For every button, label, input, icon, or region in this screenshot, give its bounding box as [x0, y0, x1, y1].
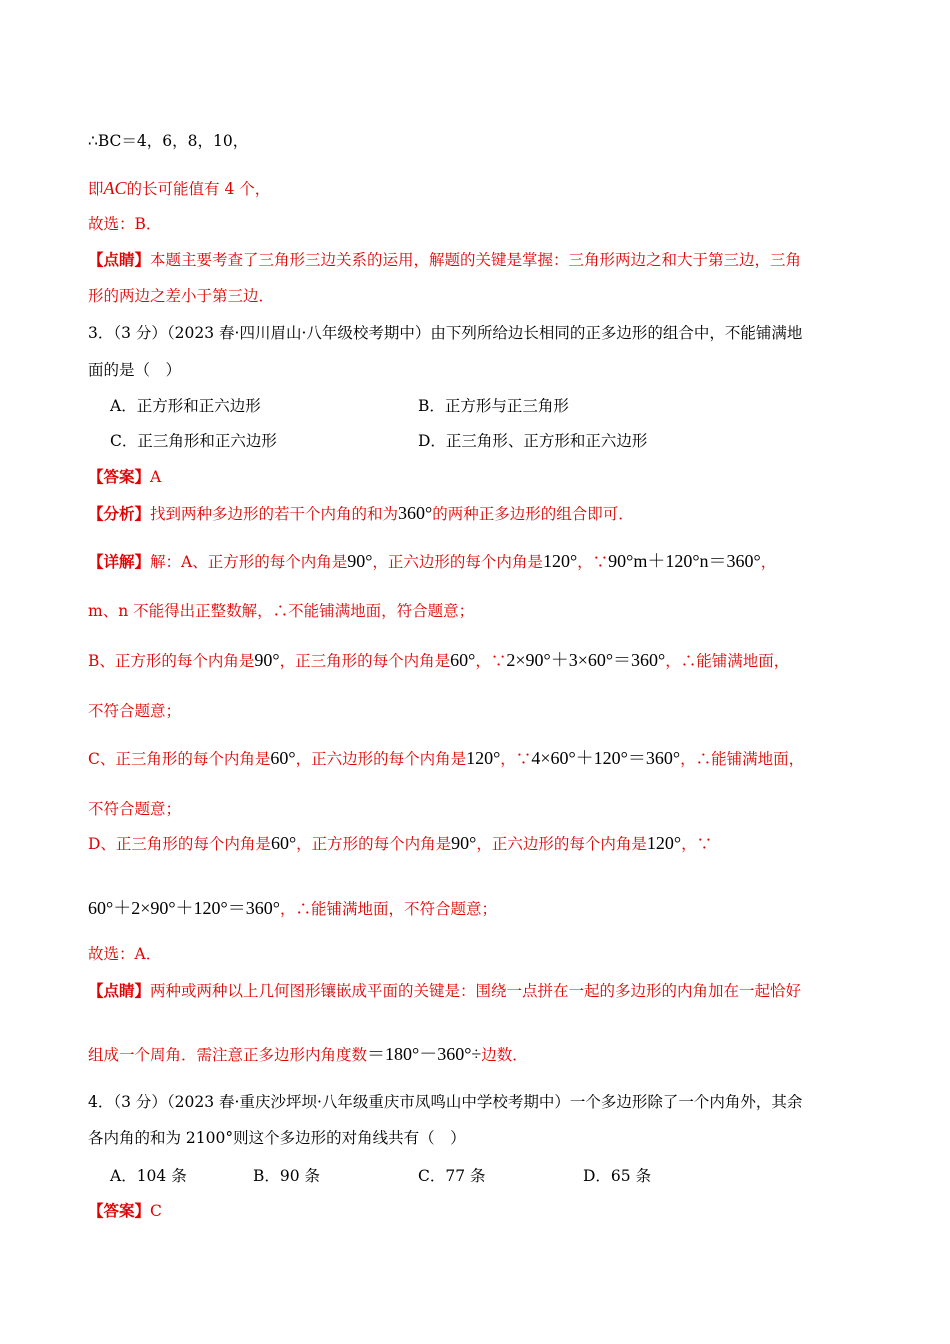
q3-option-b: B．正方形与正三角形	[418, 397, 569, 415]
detail-a-text: 解：A、正方形的每个内角是	[150, 553, 348, 571]
detail-d2-math: 60°＋2×90°＋120°＝360°	[88, 898, 280, 918]
analysis-text-b: 的两种正多边形的组合即可．	[432, 505, 634, 523]
question-4-line-2: 各内角的和为 2100°则这个多边形的对角线共有（ ）	[88, 1129, 466, 1147]
detail-line-a	[88, 551, 776, 572]
detail-line-a2: m、n 不能得出正整数解，∴不能铺满地面，符合题意；	[88, 602, 475, 620]
detail-a-math-2: 120°	[542, 551, 578, 571]
detail-c-math-3: 4×60°＋120°＝360°	[531, 748, 681, 768]
detail-line-c2: 不符合题意；	[88, 800, 182, 818]
detail-c-text-3: ，∵	[500, 750, 532, 768]
question-3-line-2: 面的是（ ）	[88, 361, 182, 379]
answer-value: A	[150, 468, 162, 486]
detail-tag: 【详解】	[88, 552, 151, 571]
detail-line-c	[88, 748, 804, 769]
selection-line: 故选：A．	[88, 945, 162, 963]
answer-3	[88, 467, 161, 487]
detail-c-text: C、正三角形的每个内角是	[88, 750, 271, 768]
detail-a-text-3: ，∵	[577, 553, 609, 571]
detail-d2-text: ，∴能铺满地面，不符合题意；	[279, 900, 497, 918]
ac-suffix: 的长可能值有 4 个，	[126, 180, 271, 198]
detail-line-b	[88, 650, 789, 671]
bc-values: ∴BC＝4，6，8，10，	[88, 132, 249, 150]
q4-option-c: C．77 条	[418, 1167, 486, 1185]
tip-line-2: 形的两边之差小于第三边．	[88, 287, 275, 305]
solution-line-ac	[88, 178, 270, 199]
detail-line-b2: 不符合题意；	[88, 702, 182, 720]
q3-option-c: C．正三角形和正六边形	[110, 432, 277, 450]
q3-option-a: A．正方形和正六边形	[110, 397, 261, 415]
detail-c-text-2: ，正六边形的每个内角是	[295, 750, 467, 768]
tip2-text-a: 组成一个周角．需注意正多边形内角度数	[88, 1046, 368, 1064]
detail-d-text-4: ，∵	[681, 835, 713, 853]
analysis-tag: 【分析】	[88, 504, 151, 523]
detail-d-text: D、正三角形的每个内角是	[88, 835, 271, 853]
detail-b-math-2: 60°	[450, 650, 476, 670]
tip-text: 本题主要考查了三角形三边关系的运用，解题的关键是掌握：三角形两边之和大于第三边，三角	[150, 251, 802, 269]
answer-4-tag: 【答案】	[88, 1201, 151, 1220]
tip2-line-1	[88, 981, 801, 1001]
detail-b-text: B、正方形的每个内角是	[88, 652, 255, 670]
detail-d-text-3: ，正六边形的每个内角是	[476, 835, 647, 853]
detail-b-text-4: ，∴能铺满地面，	[665, 652, 790, 670]
q4-option-a: A．104 条	[110, 1167, 187, 1185]
question-3-line-1: 3．（3 分）（2023 春·四川眉山·八年级校考期中）由下列所给边长相同的正多边形的组合中，不能铺满地	[88, 324, 803, 342]
detail-b-math-1: 90°	[254, 650, 280, 670]
tip2-text-b: 边数．	[481, 1046, 528, 1064]
detail-d-math-2: 90°	[451, 833, 477, 853]
answer-4-value: C	[150, 1202, 162, 1220]
detail-b-text-3: ，∵	[475, 652, 507, 670]
detail-d-text-2: ，正方形的每个内角是	[296, 835, 452, 853]
ac-symbol: AC	[103, 178, 127, 198]
tip2-math: ＝180°－360°÷	[367, 1044, 482, 1064]
ac-prefix: 即	[88, 180, 104, 198]
analysis-text-a: 找到两种多边形的若干个内角的和为	[150, 505, 399, 523]
detail-line-d	[88, 833, 712, 854]
q4-option-b: B．90 条	[253, 1167, 321, 1185]
analysis-line	[88, 503, 634, 524]
solution-line-bc	[88, 131, 248, 151]
detail-a-math-3: 90°m＋120°n＝360°	[608, 551, 761, 571]
detail-b-text-2: ，正三角形的每个内角是	[279, 652, 451, 670]
answer-tag: 【答案】	[88, 467, 151, 486]
q4-option-d: D．65 条	[583, 1167, 652, 1185]
tip2-text: 两种或两种以上几何图形镶嵌成平面的关键是：围绕一点拼在一起的多边形的内角加在一起恰好	[150, 982, 802, 1000]
tip-line-1	[88, 250, 801, 270]
question-4-line-1: 4．（3 分）（2023 春·重庆沙坪坝·八年级重庆市凤鸣山中学校考期中）一个多边形除了一个内角外，其余	[88, 1093, 803, 1111]
analysis-math: 360°	[398, 503, 433, 523]
detail-c-text-4: ，∴能铺满地面，	[680, 750, 805, 768]
detail-a-math-1: 90°	[347, 551, 373, 571]
answer-4	[88, 1201, 162, 1221]
detail-d-math-3: 120°	[646, 833, 682, 853]
detail-c-math-2: 120°	[466, 748, 501, 768]
choice-b-line: 故选：B．	[88, 215, 162, 233]
q3-option-d: D．正三角形、正方形和正六边形	[418, 432, 648, 450]
tip-tag: 【点睛】	[88, 250, 151, 269]
detail-d-math-1: 60°	[270, 833, 297, 853]
detail-b-math-3: 2×90°＋3×60°＝360°	[506, 650, 666, 670]
detail-c-math-1: 60°	[270, 748, 296, 768]
detail-line-d2	[88, 898, 497, 919]
tip2-line-2	[88, 1044, 528, 1065]
detail-a-text-2: ，正六边形的每个内角是	[372, 553, 543, 571]
detail-a-text-4: ，	[760, 553, 777, 571]
tip2-tag: 【点睛】	[88, 981, 151, 1000]
